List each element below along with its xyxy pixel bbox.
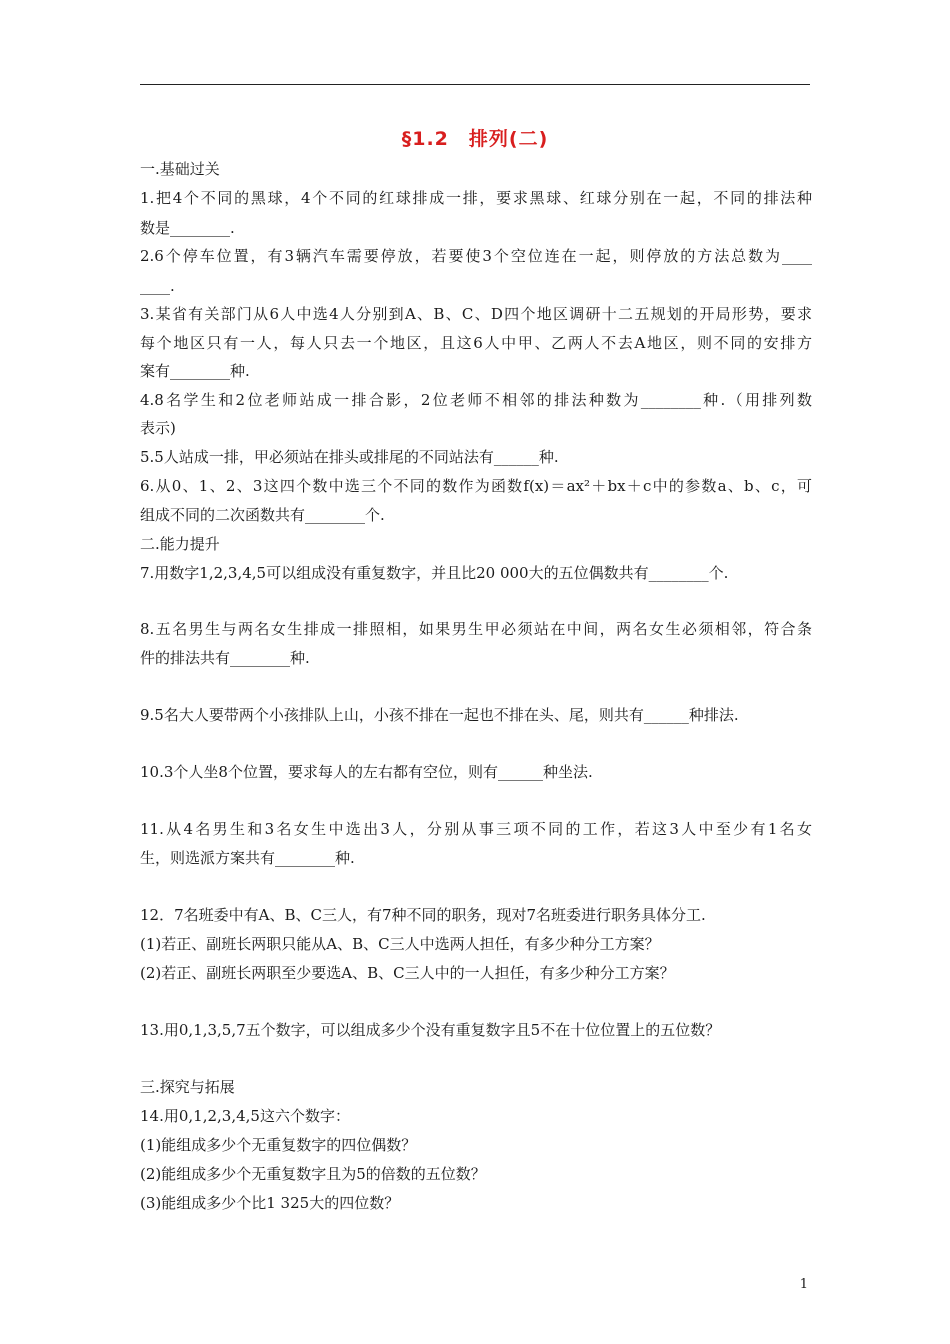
text-line: (1)能组成多少个无重复数字的四位偶数？ [140, 1136, 417, 1154]
text-line: 件的排法共有________种. [140, 649, 310, 667]
text-line: 3.某省有关部门从6人中选4人分别到A、B、C、D四个地区调研十二五规划的开局形势，要求 [140, 305, 812, 323]
page-title: §1.2 排列(二) [401, 128, 549, 150]
text-line: 5.5人站成一排，甲必须站在排头或排尾的不同站法有______种. [140, 448, 559, 466]
text-line: 12．7名班委中有A、B、C三人，有7种不同的职务，现对7名班委进行职务具体分工. [140, 906, 706, 924]
text-line: 11.从4名男生和3名女生中选出3人，分别从事三项不同的工作，若这3人中至少有1名女 [140, 820, 812, 838]
text-line: 13.用0,1,3,5,7五个数字，可以组成多少个没有重复数字且5不在十位位置上的五位数？ [140, 1021, 721, 1039]
text-line: 4.8名学生和2位老师站成一排合影，2位老师不相邻的排法种数为________种.（用排列数 [140, 391, 812, 409]
text-line: 案有________种. [140, 362, 250, 380]
section-heading: 二.能力提升 [140, 535, 220, 553]
text-line: 7.用数字1,2,3,4,5可以组成没有重复数字，并且比20 000大的五位偶数共有________个. [140, 564, 729, 582]
text-line: 数是________. [140, 219, 235, 237]
text-line: (3)能组成多少个比1 325大的四位数？ [140, 1194, 400, 1212]
text-line: 生，则选派方案共有________种. [140, 849, 355, 867]
text-line: 10.3个人坐8个位置，要求每人的左右都有空位，则有______种坐法. [140, 763, 593, 781]
text-line: 2.6个停车位置，有3辆汽车需要停放，若要使3个空位连在一起，则停放的方法总数为____ [140, 247, 812, 265]
section-heading: 三.探究与拓展 [140, 1078, 235, 1096]
page-number: 1 [799, 1277, 808, 1292]
text-line: ____. [140, 277, 175, 295]
text-line: 表示) [140, 419, 176, 437]
text-line: 每个地区只有一人，每人只去一个地区，且这6人中甲、乙两人不去A地区，则不同的安排方 [140, 334, 812, 352]
section-heading: 一.基础过关 [140, 160, 220, 178]
text-line: 1.把4个不同的黑球，4个不同的红球排成一排，要求黑球、红球分别在一起，不同的排法种 [140, 189, 812, 207]
text-line: 14.用0,1,2,3,4,5这六个数字： [140, 1107, 350, 1125]
text-line: (2)若正、副班长两职至少要选A、B、C三人中的一人担任，有多少种分工方案？ [140, 964, 675, 982]
text-line: 组成不同的二次函数共有________个. [140, 506, 385, 524]
text-line: 6.从0、1、2、3这四个数中选三个不同的数作为函数f(x)＝ax²＋bx＋c中的参数a、b、c，可 [140, 477, 812, 495]
text-line: (2)能组成多少个无重复数字且为5的倍数的五位数？ [140, 1165, 486, 1183]
text-line: 8.五名男生与两名女生排成一排照相，如果男生甲必须站在中间，两名女生必须相邻，符合条 [140, 620, 812, 638]
text-line: 9.5名大人要带两个小孩排队上山，小孩不排在一起也不排在头、尾，则共有______种排法. [140, 706, 739, 724]
text-line: (1)若正、副班长两职只能从A、B、C三人中选两人担任，有多少种分工方案？ [140, 935, 660, 953]
header-rule [140, 84, 810, 85]
